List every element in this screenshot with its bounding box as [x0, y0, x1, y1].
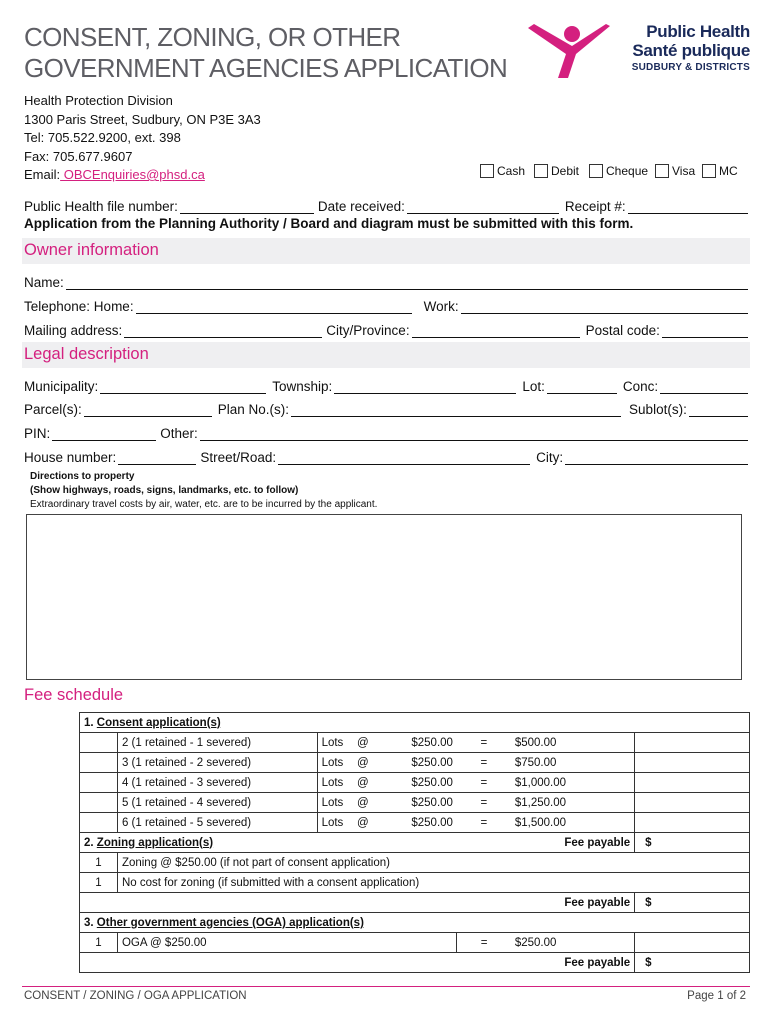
- consent-desc: 4 (1 retained - 3 severed): [117, 773, 317, 793]
- table-row: [80, 933, 750, 953]
- payment-debit[interactable]: [534, 164, 579, 178]
- table-row: [80, 873, 750, 893]
- plan-label: Plan No.(s):: [217, 402, 290, 417]
- zoning-fee-row: [80, 893, 750, 913]
- city-field[interactable]: [565, 449, 748, 465]
- consent-total: $1,500.00: [511, 813, 635, 833]
- lot-field[interactable]: [547, 378, 617, 394]
- contact-info: [24, 92, 261, 185]
- oga-eq: =: [457, 933, 511, 953]
- directions-textarea[interactable]: [26, 514, 742, 680]
- mc-checkbox[interactable]: [702, 164, 716, 178]
- consent-check-cell[interactable]: [635, 753, 750, 773]
- title-line-2: GOVERNMENT AGENCIES APPLICATION: [24, 53, 508, 83]
- fee-payable-label: Fee payable: [553, 833, 635, 853]
- legal-row-2: [24, 397, 748, 417]
- logo-line-1: Public Health: [646, 22, 750, 41]
- section-2-header: [80, 833, 750, 853]
- owner-address-row: [24, 318, 748, 338]
- legal-section-header: [22, 342, 750, 368]
- consent-eq: =: [457, 753, 511, 773]
- consent-desc: 2 (1 retained - 1 severed): [117, 733, 317, 753]
- home-phone-label: Telephone: Home:: [24, 299, 134, 314]
- consent-at: @: [353, 733, 395, 753]
- payment-cheque[interactable]: [589, 164, 648, 178]
- city-label: City:: [536, 450, 564, 465]
- office-use-row: [24, 194, 748, 214]
- consent-rate: $250.00: [395, 793, 457, 813]
- email-link[interactable]: OBCEnquiries@phsd.ca: [60, 167, 205, 182]
- section-3-header: [80, 913, 750, 933]
- consent-check-cell[interactable]: [635, 793, 750, 813]
- fee-payable-label: Fee payable: [553, 953, 635, 973]
- legal-row-1: [24, 374, 748, 394]
- zoning-qty: 1: [80, 853, 118, 873]
- consent-rate: $250.00: [395, 813, 457, 833]
- street-label: Street/Road:: [200, 450, 277, 465]
- visa-checkbox[interactable]: [655, 164, 669, 178]
- consent-check-cell[interactable]: [635, 813, 750, 833]
- cheque-label: Cheque: [606, 164, 649, 178]
- lot-label: Lot:: [522, 379, 545, 394]
- payment-visa[interactable]: [655, 164, 695, 178]
- receipt-label: Receipt #:: [564, 199, 626, 214]
- legal-row-3: [24, 421, 748, 441]
- cheque-checkbox[interactable]: [589, 164, 603, 178]
- table-row: [80, 793, 750, 813]
- s1-num: 1.: [84, 716, 94, 729]
- directions-note: Extraordinary travel costs by air, water, etc. are to be incurred by the applicant.: [30, 499, 378, 510]
- zoning-desc: No cost for zoning (if submitted with a consent application): [117, 873, 749, 893]
- fax: Fax: 705.677.9607: [24, 148, 133, 164]
- fee-payable-field[interactable]: $: [635, 833, 750, 853]
- address: 1300 Paris Street, Sudbury, ON P3E 3A3: [24, 111, 261, 127]
- file-number-label: Public Health file number:: [24, 199, 178, 214]
- consent-check-cell[interactable]: [635, 733, 750, 753]
- legal-row-4: [24, 445, 748, 465]
- cash-label: Cash: [497, 164, 526, 178]
- home-phone-field[interactable]: [136, 298, 412, 314]
- table-row: [80, 773, 750, 793]
- footer-form-name: CONSENT / ZONING / OGA APPLICATION: [24, 990, 247, 1002]
- telephone: Tel: 705.522.9200, ext. 398: [24, 130, 181, 145]
- email-label: Email:: [24, 167, 61, 182]
- debit-label: Debit: [551, 164, 580, 178]
- city-province-label: City/Province:: [326, 323, 410, 338]
- consent-rate: $250.00: [395, 753, 457, 773]
- title-line-1: CONSENT, ZONING, OR OTHER: [24, 22, 401, 52]
- directions-instructions: [30, 470, 377, 512]
- logo-line-2: Santé publique: [632, 41, 750, 60]
- logo-line-3: SUDBURY & DISTRICTS: [631, 62, 750, 73]
- consent-desc: 6 (1 retained - 5 severed): [117, 813, 317, 833]
- consent-desc: 3 (1 retained - 2 severed): [117, 753, 317, 773]
- pin-label: PIN:: [24, 426, 51, 441]
- owner-section-header: [22, 238, 750, 264]
- consent-total: $500.00: [511, 733, 635, 753]
- name-field[interactable]: [66, 274, 748, 290]
- consent-total: $1,250.00: [511, 793, 635, 813]
- consent-check-cell[interactable]: [635, 773, 750, 793]
- s2-num: 2.: [84, 836, 94, 849]
- consent-rate: $250.00: [395, 773, 457, 793]
- zoning-qty: 1: [80, 873, 118, 893]
- receipt-field[interactable]: [628, 198, 748, 214]
- table-row: [80, 753, 750, 773]
- oga-fee-row: [80, 953, 750, 973]
- visa-label: Visa: [672, 164, 696, 178]
- public-health-logo: [526, 20, 756, 82]
- consent-at: @: [353, 813, 395, 833]
- owner-phone-row: [24, 294, 748, 314]
- consent-eq: =: [457, 733, 511, 753]
- municipality-field[interactable]: [100, 378, 266, 394]
- s2-title: Zoning application(s): [96, 836, 214, 849]
- submission-note: Application from the Planning Authority / Board and diagram must be submitted with this form.: [24, 216, 634, 231]
- debit-checkbox[interactable]: [534, 164, 548, 178]
- street-field[interactable]: [278, 449, 530, 465]
- other-label: Other:: [160, 426, 198, 441]
- plan-field[interactable]: [291, 401, 621, 417]
- directions-title: Directions to property: [30, 471, 135, 482]
- consent-eq: =: [457, 773, 511, 793]
- city-province-field[interactable]: [412, 322, 580, 338]
- owner-name-row: [24, 270, 748, 290]
- email-row: [24, 166, 261, 185]
- payment-mc[interactable]: [702, 164, 738, 178]
- postal-code-field[interactable]: [662, 322, 748, 338]
- footer-page-number: Page 1 of 2: [687, 990, 746, 1002]
- mailing-field[interactable]: [124, 322, 322, 338]
- name-label: Name:: [24, 275, 64, 290]
- township-label: Township:: [272, 379, 333, 394]
- table-row: [80, 733, 750, 753]
- owner-heading: Owner information: [24, 241, 159, 259]
- sublot-label: Sublot(s):: [629, 402, 687, 417]
- work-phone-field[interactable]: [461, 298, 748, 314]
- fee-schedule-heading: Fee schedule: [24, 686, 124, 704]
- consent-at: @: [353, 793, 395, 813]
- oga-check-cell[interactable]: [635, 933, 750, 953]
- mailing-label: Mailing address:: [24, 323, 123, 338]
- house-number-field[interactable]: [118, 449, 196, 465]
- oga-total: $250.00: [511, 933, 635, 953]
- s1-title: Consent application(s): [96, 716, 221, 729]
- cash-checkbox[interactable]: [480, 164, 494, 178]
- consent-unit: Lots: [317, 753, 353, 773]
- other-field[interactable]: [200, 425, 748, 441]
- table-row: [80, 853, 750, 873]
- consent-total: $750.00: [511, 753, 635, 773]
- date-received-field[interactable]: [407, 198, 559, 214]
- footer-divider: [22, 986, 750, 987]
- municipality-label: Municipality:: [24, 379, 99, 394]
- payment-cash[interactable]: [480, 164, 525, 178]
- fee-payable-field[interactable]: $: [635, 893, 750, 913]
- fee-payable-label: Fee payable: [553, 893, 635, 913]
- consent-eq: =: [457, 793, 511, 813]
- figure-logo-icon: [526, 20, 626, 82]
- consent-desc: 5 (1 retained - 4 severed): [117, 793, 317, 813]
- oga-qty: 1: [80, 933, 118, 953]
- mc-label: MC: [719, 164, 738, 178]
- consent-unit: Lots: [317, 813, 353, 833]
- legal-heading: Legal description: [24, 345, 149, 363]
- s3-title: Other government agencies (OGA) application(s): [96, 916, 364, 929]
- directions-subtitle: (Show highways, roads, signs, landmarks, etc. to follow): [30, 485, 299, 496]
- consent-unit: Lots: [317, 793, 353, 813]
- house-number-label: House number:: [24, 450, 117, 465]
- s3-num: 3.: [84, 916, 94, 929]
- file-number-field[interactable]: [180, 198, 314, 214]
- conc-field[interactable]: [660, 378, 748, 394]
- section-1-header: [80, 713, 750, 733]
- conc-label: Conc:: [622, 379, 659, 394]
- table-row: [80, 813, 750, 833]
- parcel-label: Parcel(s):: [24, 402, 82, 417]
- consent-unit: Lots: [317, 773, 353, 793]
- consent-at: @: [353, 753, 395, 773]
- division: Health Protection Division: [24, 93, 173, 108]
- consent-at: @: [353, 773, 395, 793]
- consent-rate: $250.00: [395, 733, 457, 753]
- postal-code-label: Postal code:: [585, 323, 660, 338]
- parcel-field[interactable]: [84, 401, 212, 417]
- sublot-field[interactable]: [689, 401, 748, 417]
- date-received-label: Date received:: [317, 199, 405, 214]
- consent-unit: Lots: [317, 733, 353, 753]
- oga-desc: OGA @ $250.00: [117, 933, 457, 953]
- pin-field[interactable]: [52, 425, 156, 441]
- consent-eq: =: [457, 813, 511, 833]
- page-title: [24, 22, 507, 84]
- consent-total: $1,000.00: [511, 773, 635, 793]
- zoning-desc: Zoning @ $250.00 (if not part of consent application): [117, 853, 749, 873]
- fee-payable-field[interactable]: $: [635, 953, 750, 973]
- fee-table: [79, 712, 750, 973]
- township-field[interactable]: [334, 378, 516, 394]
- work-phone-label: Work:: [423, 299, 459, 314]
